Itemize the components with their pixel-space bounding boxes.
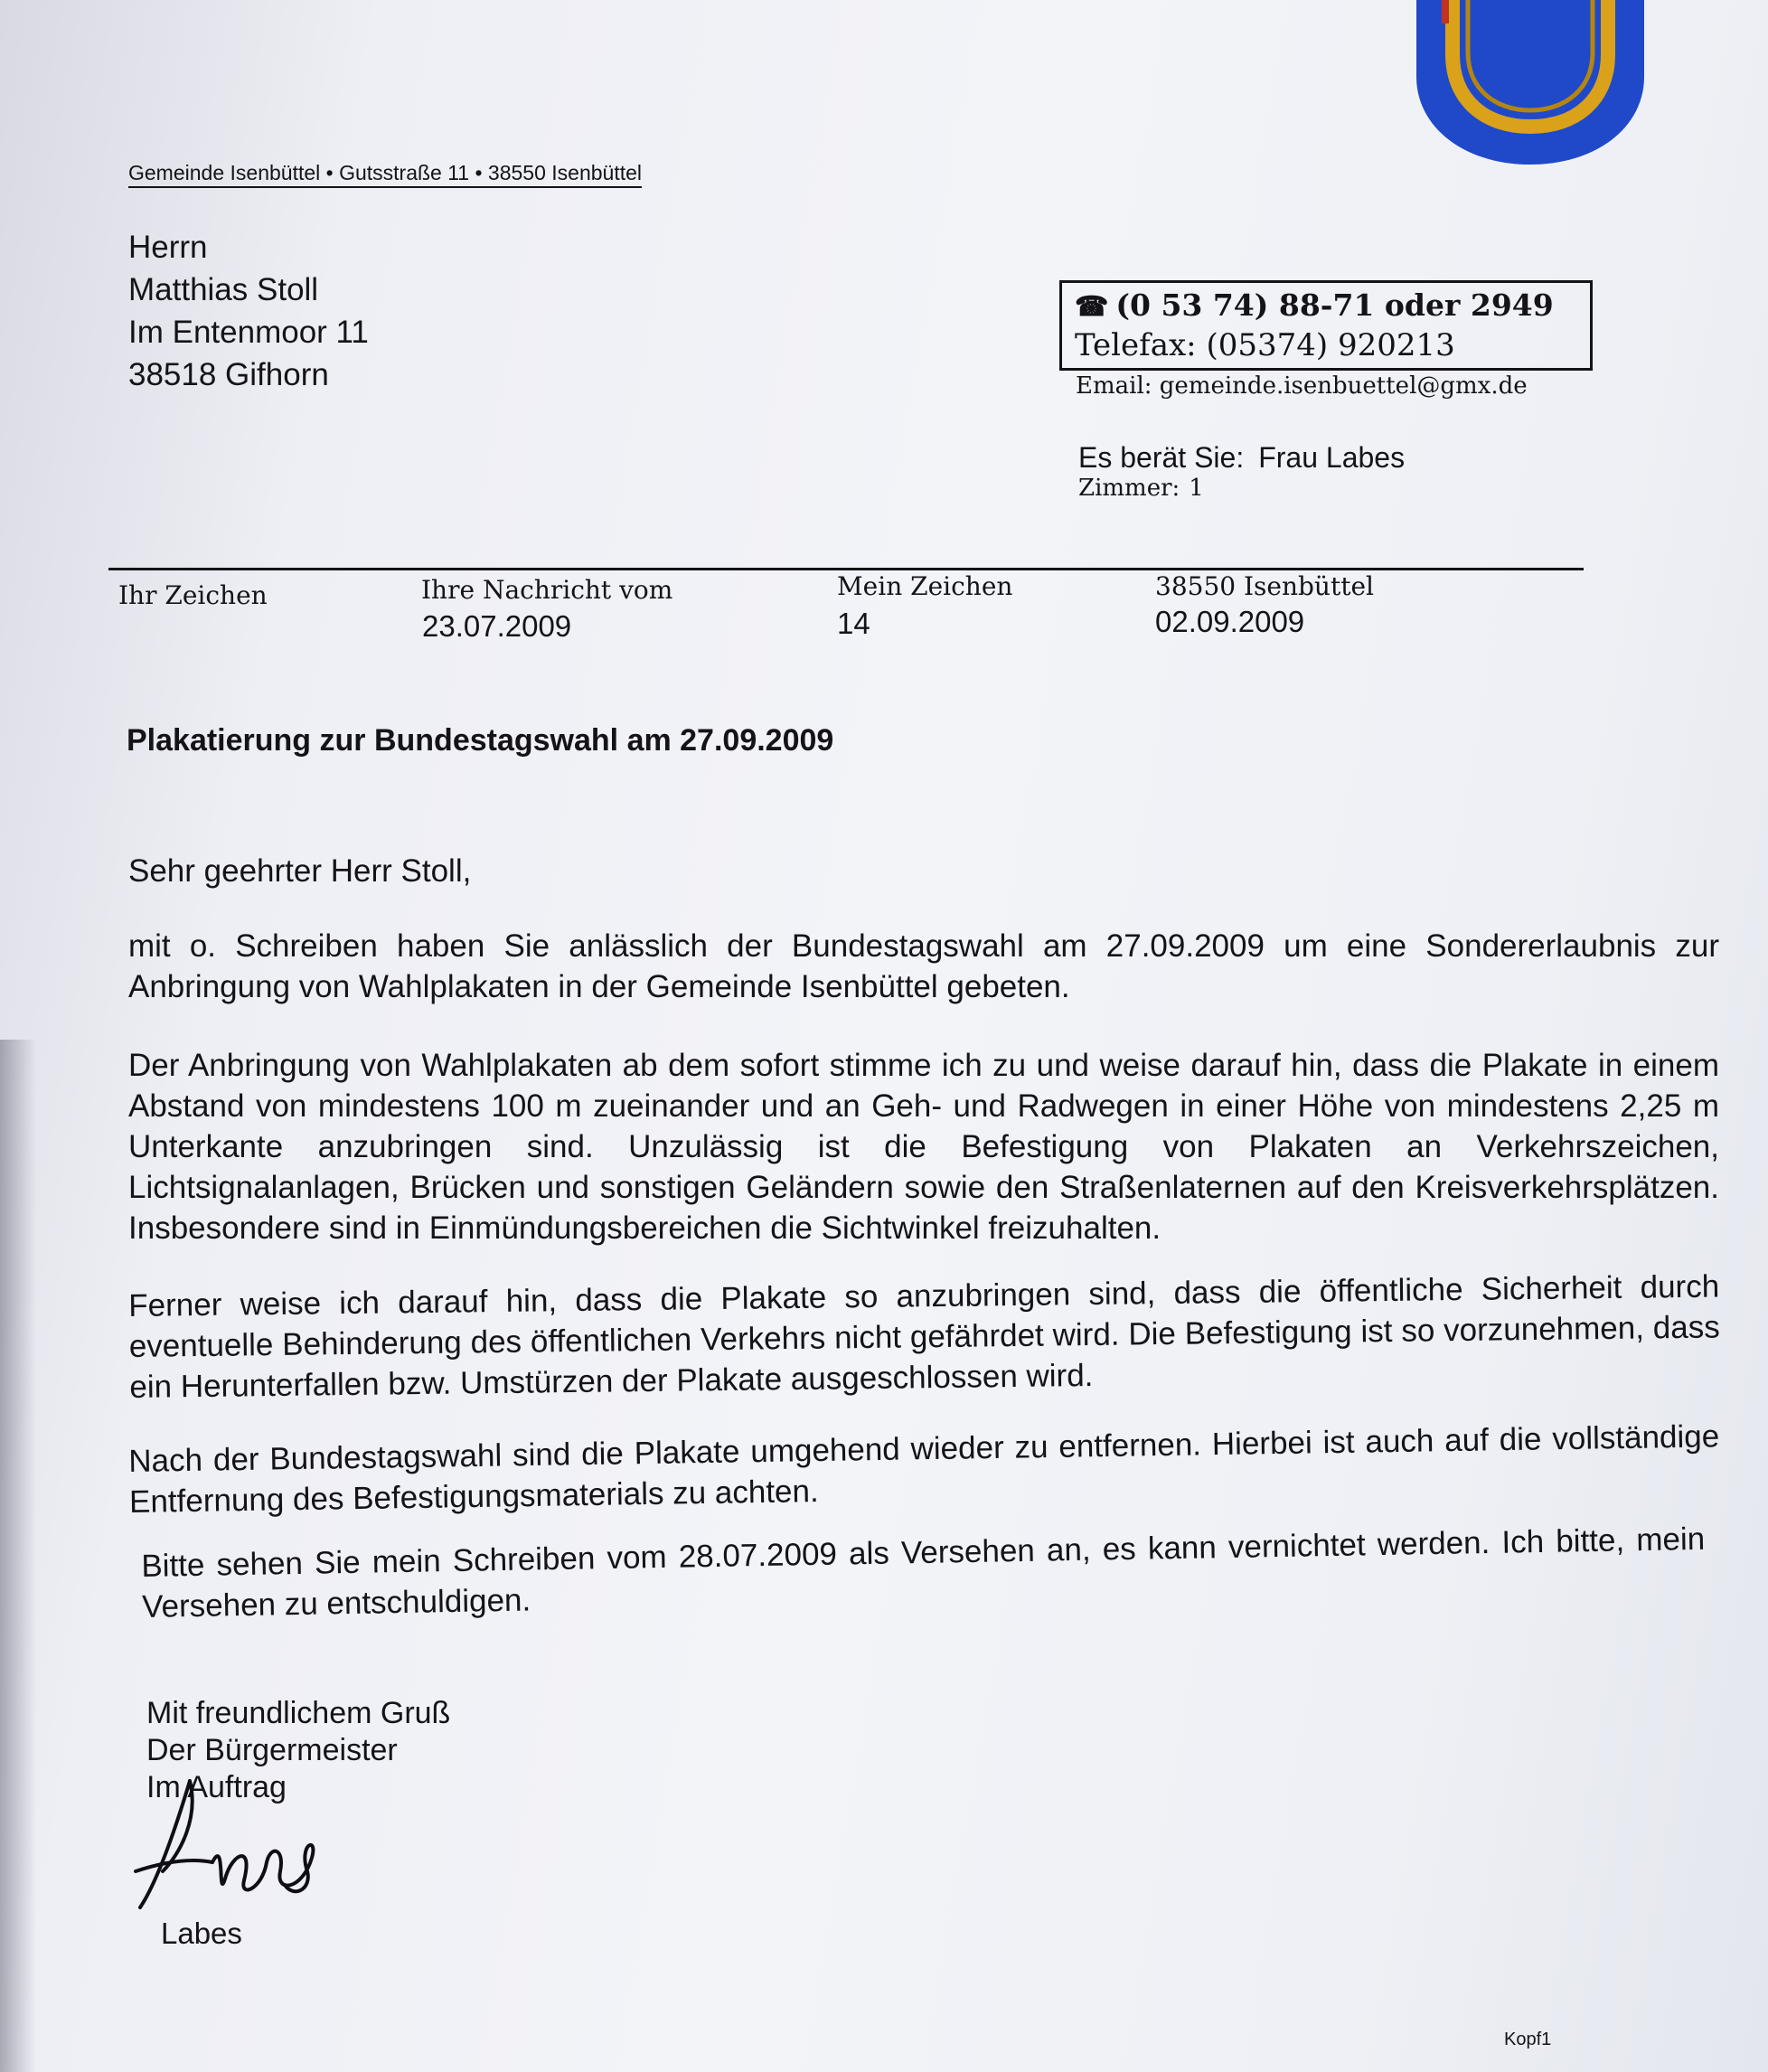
- telephone-icon: ☎: [1075, 291, 1109, 323]
- paragraph: Der Anbringung von Wahlplakaten ab dem sofort stimme ich zu und weise darauf hin, dass die Plakate in einem Abstand von mindestens 100 m zueinander und an Geh- und Radwegen in einer Höhe von mindestens 2,25 m Unterkante anzubringen sind. Unzulässig ist die Befestigung von Plakaten an Verkehrszeichen, Lichtsignalanlagen, Brücken und sonstigen Geländern sowie den Straßenlaternen auf den Kreisverkehrsplätzen. Insbesondere sind in Einmündungsbereichen die Sichtwinkel freizuhalten.: [128, 1048, 1719, 1246]
- recipient-city: 38518 Gifhorn: [128, 357, 329, 392]
- advisor-label: Es berät Sie:: [1078, 441, 1245, 474]
- recipient-name: Matthias Stoll: [128, 272, 319, 307]
- closing-authority: Im Auftrag: [146, 1770, 287, 1804]
- paragraph: Bitte sehen Sie mein Schreiben vom 28.07.2009 als Versehen an, es kann vernichtet werden. Ich bitte, mein Versehen zu entschuldigen.: [141, 1521, 1706, 1625]
- sender-address-line: Gemeinde Isenbüttel • Gutsstraße 11 • 38550 Isenbüttel: [128, 161, 642, 188]
- paragraph: Ferner weise ich darauf hin, dass die Plakate so anzubringen sind, dass die öffentliche Sicherheit durch eventuelle Behinderung des öffentlichen Verkehrs nicht gefährdet wird. Die Befestigung ist so vorzunehmen, dass ein Herunterfallen bzw. Umstürzen der Plakate ausgeschlossen wird.: [128, 1268, 1720, 1405]
- your-sign-label: Ihr Zeichen: [118, 580, 268, 610]
- letter-salutation: Sehr geehrter Herr Stoll,: [128, 853, 472, 889]
- your-message-date: 23.07.2009: [422, 609, 572, 643]
- closing-title: Der Bürgermeister: [146, 1733, 398, 1767]
- closing-greeting: Mit freundlichem Gruß: [146, 1696, 451, 1730]
- phone-number: (0 53 74) 88-71 oder 2949: [1115, 287, 1554, 323]
- page-shadow: [0, 1040, 36, 2072]
- reference-divider: [108, 568, 1584, 570]
- paragraph: mit o. Schreiben haben Sie anlässlich der Bundestagswahl am 27.09.2009 um eine Sondererlaubnis zur Anbringung von Wahlplakaten in der Gemeinde Isenbüttel gebeten.: [128, 928, 1719, 1004]
- footer-code: Kopf1: [1504, 2030, 1552, 2049]
- signer-name: Labes: [161, 1917, 242, 1950]
- fax-number: Telefax: (05374) 920213: [1075, 327, 1455, 363]
- recipient-title: Herrn: [128, 230, 208, 265]
- recipient-street: Im Entenmoor 11: [128, 315, 369, 350]
- crest-accent: [1442, 0, 1449, 24]
- contact-box: [1059, 280, 1593, 371]
- email-address: Email: gemeinde.isenbuettel@gmx.de: [1076, 372, 1528, 400]
- room-line: [1078, 475, 1204, 502]
- municipal-crest: [1412, 0, 1649, 165]
- place-label: 38550 Isenbüttel: [1155, 571, 1374, 601]
- letter-date: 02.09.2009: [1155, 605, 1305, 638]
- recipient-address: [128, 226, 369, 396]
- handwritten-signature: [127, 1772, 325, 1926]
- letter-subject: Plakatierung zur Bundestagswahl am 27.09.2009: [127, 723, 834, 758]
- your-message-label: Ihre Nachricht vom: [421, 575, 673, 605]
- paragraph: Nach der Bundestagswahl sind die Plakate umgehend wieder zu entfernen. Hierbei ist auch auf die vollständige Entfernung des Befestigungsmaterials zu achten.: [128, 1418, 1720, 1520]
- phone-row: [1075, 287, 1579, 326]
- room-label: Zimmer:: [1078, 475, 1180, 502]
- advisor-name: Frau Labes: [1258, 441, 1406, 474]
- advisor-line: [1078, 441, 1405, 475]
- my-sign-label: Mein Zeichen: [837, 571, 1013, 601]
- room-value: 1: [1189, 475, 1204, 502]
- my-sign-value: 14: [837, 607, 870, 640]
